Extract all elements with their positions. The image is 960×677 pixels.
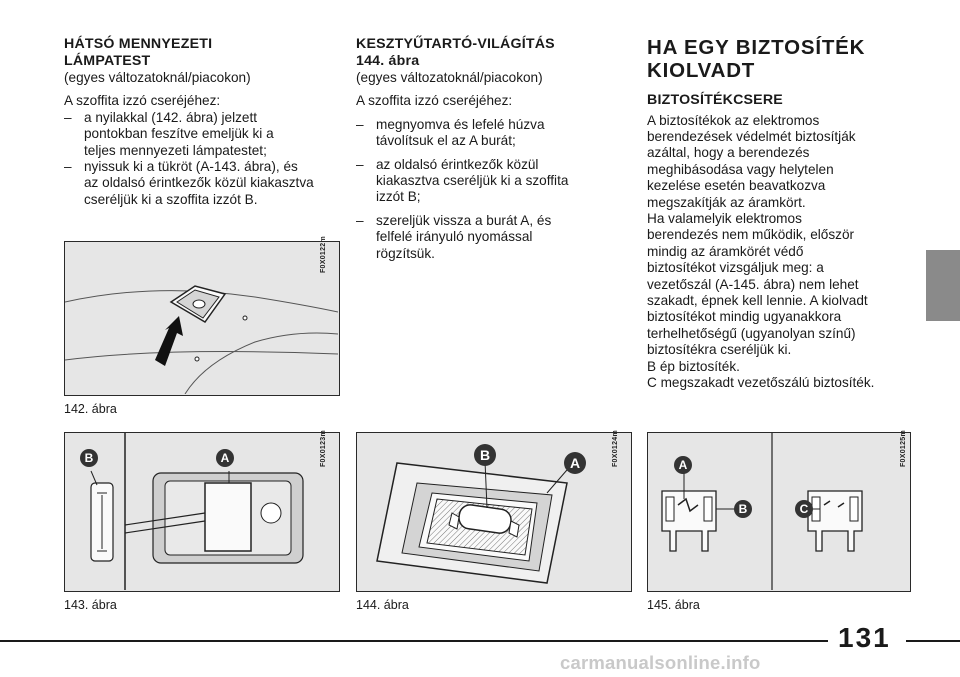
figure-145	[647, 432, 911, 592]
text-line: C megszakadt vezetőszálú biztosíték.	[647, 375, 875, 390]
label-c-badge: C	[795, 500, 813, 518]
subtitle: (egyes változatoknál/piacokon)	[356, 70, 543, 85]
bullet-dash: –	[64, 109, 72, 125]
text-line: Ha valamelyik elektromos	[647, 210, 802, 226]
ceiling-lamp-illustration	[65, 242, 338, 394]
bullet-dash: –	[356, 212, 364, 228]
figure-code: F0X0123m	[320, 430, 327, 468]
text-line: biztosítékot mindig ugyanakkora	[647, 309, 842, 325]
text-line: megnyomva és lefelé húzva	[376, 116, 545, 132]
text-line: nyissuk ki a tükröt (A-143. ábra), és	[84, 159, 298, 175]
list-item	[356, 117, 618, 150]
text-line: A biztosítékok az elektromos	[647, 112, 820, 128]
heading-line1: HÁTSÓ MENNYEZETI	[64, 36, 213, 52]
list-item	[356, 213, 618, 262]
page-number: 131	[838, 622, 891, 653]
text-line: szereljük vissza a burát A, és	[376, 212, 552, 228]
figure-143	[64, 432, 340, 592]
text-line: kezelése esetén beavatkozva	[647, 178, 826, 194]
section-glovebox-light	[356, 36, 618, 262]
figure-144	[356, 432, 632, 592]
text-line: biztosítékot vizsgáljuk meg: a	[647, 260, 824, 276]
text-line: kiakasztva cseréljük ki a szoffita	[376, 173, 569, 189]
text-line: szakadt, épnek kell lennie. A kiolvadt	[647, 292, 868, 308]
list-item	[64, 159, 336, 208]
label-b-badge: B	[474, 444, 496, 466]
text-line: vezetőszál (A-145. ábra) nem lehet	[647, 276, 859, 292]
text-line: távolítsuk el az A burát;	[376, 133, 516, 149]
text-line: teljes mennyezeti lámpatestet;	[84, 142, 267, 158]
intro-text: A szoffita izzó cseréjéhez:	[356, 93, 513, 109]
figure-caption: 143. ábra	[64, 598, 117, 612]
text-line: felfelé irányuló nyomással	[376, 229, 533, 245]
subheading: BIZTOSÍTÉKCSERE	[647, 92, 783, 108]
text-line: terhelhetőségű (ugyanolyan színű)	[647, 325, 856, 341]
figure-caption: 145. ábra	[647, 598, 700, 612]
text-line: cseréljük ki a szoffita izzót B.	[84, 191, 258, 207]
bullet-dash: –	[356, 156, 364, 172]
section-rear-ceiling-lamp	[64, 36, 336, 208]
text-line: rögzítsük.	[376, 245, 435, 261]
heading-line2: LÁMPATEST	[64, 52, 151, 69]
watermark: carmanualsonline.info	[560, 652, 761, 673]
subtitle: (egyes változatoknál/piacokon)	[64, 70, 251, 85]
figure-caption: 144. ábra	[356, 598, 409, 612]
footer-rule-left	[0, 640, 828, 642]
text-line: B ép biztosíték.	[647, 358, 740, 374]
label-a-badge: A	[564, 452, 586, 474]
heading-line1: KESZTYŰTARTÓ-VILÁGÍTÁS	[356, 36, 555, 52]
bulb-mirror-illustration	[65, 433, 338, 590]
text-line: pontokban feszítve emeljük ki a	[84, 126, 274, 142]
text-line: az oldalsó érintkezők közül	[376, 156, 539, 172]
text-line: az oldalsó érintkezők közül kiakasztva	[84, 175, 314, 191]
heading-line2: KIOLVADT	[647, 59, 756, 82]
figure-code: F0X0125m	[900, 430, 907, 468]
chapter-tab	[926, 250, 960, 321]
intro-text: A szoffita izzó cseréjéhez:	[64, 93, 221, 109]
figure-code: F0X0122m	[320, 236, 327, 274]
heading-line2: 144. ábra	[356, 52, 420, 69]
figure-code: F0X0124m	[612, 430, 619, 468]
paragraph	[647, 113, 911, 392]
bullet-dash: –	[356, 116, 364, 132]
text-line: a nyilakkal (142. ábra) jelzett	[84, 109, 258, 125]
text-line: biztosítékra cseréljük ki.	[647, 342, 792, 358]
figure-142	[64, 241, 340, 396]
text-line: berendezések védelmét biztosítják	[647, 128, 856, 144]
text-line: azáltal, hogy a berendezés	[647, 145, 810, 161]
heading-line1: HA EGY BIZTOSÍTÉK	[647, 36, 866, 59]
text-line: megszakítják az áramkört.	[647, 194, 806, 210]
text-line: mindig az áramkörét védő	[647, 243, 804, 259]
footer-rule-right	[906, 640, 960, 642]
text-line: meghibásodása vagy helytelen	[647, 161, 834, 177]
text-line: berendezés nem működik, először	[647, 227, 855, 243]
bullet-dash: –	[64, 159, 72, 175]
label-a-badge: A	[216, 449, 234, 467]
figure-caption: 142. ábra	[64, 402, 117, 416]
label-a-badge: A	[674, 456, 692, 474]
label-b-badge: B	[734, 500, 752, 518]
list-item	[64, 110, 336, 159]
text-line: izzót B;	[376, 189, 421, 205]
section-fuse-replacement	[647, 36, 911, 391]
label-b-badge: B	[80, 449, 98, 467]
list-item	[356, 157, 618, 206]
